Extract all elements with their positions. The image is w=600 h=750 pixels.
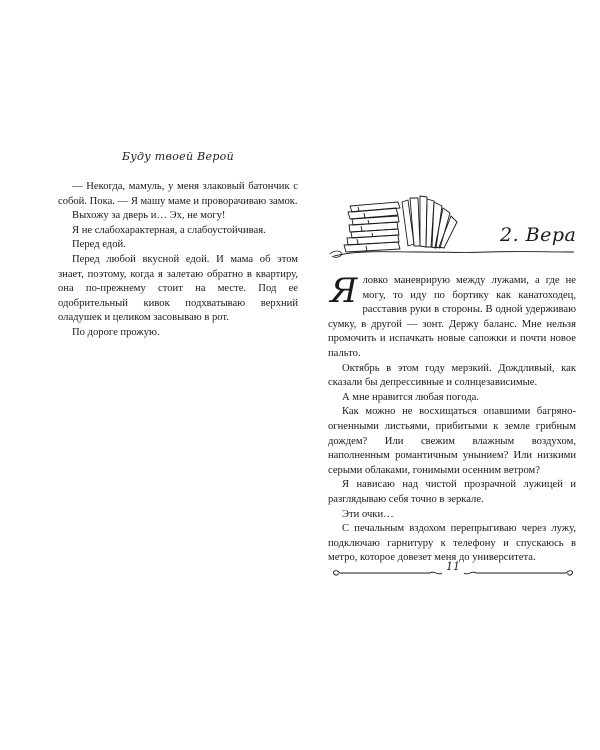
right-paragraph-3: А мне нравится любая погода. xyxy=(342,391,479,403)
right-paragraph-7: С печальным вздохом перепрыгиваю через лужу, подключаю гарнитуру к телефону и спускаюсь в метро, которое довезет меня до университета. xyxy=(328,523,576,564)
left-paragraph-3: Я не слабохарактерная, а слабоустойчивая. xyxy=(72,224,266,236)
drop-cap: Я xyxy=(330,271,358,311)
right-paragraph-6: Эти очки… xyxy=(342,508,394,520)
left-paragraph-1: — Некогда, мамуль, у меня злаковый батончик с собой. Пока. — Я машу маме и проворачиваю замок. xyxy=(58,181,298,207)
left-paragraph-2: Выхожу за дверь и… Эх, не могу! xyxy=(72,210,226,222)
right-page xyxy=(328,186,576,566)
right-paragraph-4: Как можно не восхищаться опавшими багряно-огненными листьями, прибитыми к земле грибным дождем? Или свежим влажным воздухом, наполненным романтичным унынием? Или низкими серыми облаками, гонимыми осенним ветром? xyxy=(328,406,576,476)
page-folio xyxy=(330,562,576,582)
chapter-title: 2. Вера xyxy=(500,224,577,246)
right-paragraph-2: Октябрь в этом году мерзкий. Дождливый, как сказали бы депрессивные и солнцезависимые. xyxy=(328,362,576,389)
running-head: Буду твоей Верой xyxy=(121,150,234,163)
left-paragraph-5: Перед любой вкусной едой. И мама об этом знает, поэтому, когда я залетаю обратно в квартиру, она по-прежнему стоит на месте. Под ее одобрительный кивок подхватываю верхний оладушек и целиком засовываю в рот. xyxy=(58,253,298,324)
first-paragraph-text: ловко маневрирую между лужами, а где не могу, то иду по бортику как канатоходец, расставив руки в стороны. В одной удерживаю сумку, в другой — зонт. Держу баланс. Мне нельзя промочить и испачкать новые сапожки и почти новое пальто. xyxy=(328,275,576,359)
left-page xyxy=(58,150,298,341)
right-paragraph-5: Я нависаю над чистой прозрачной лужицей и разглядываю себя точно в зеркале. xyxy=(328,479,576,505)
left-paragraph-4: Перед едой. xyxy=(72,239,126,251)
right-paragraph-1 xyxy=(328,271,576,362)
left-paragraph-6: По дороге прожую. xyxy=(72,326,160,338)
chapter-heading xyxy=(328,186,576,262)
page-number: 11 xyxy=(446,560,460,573)
